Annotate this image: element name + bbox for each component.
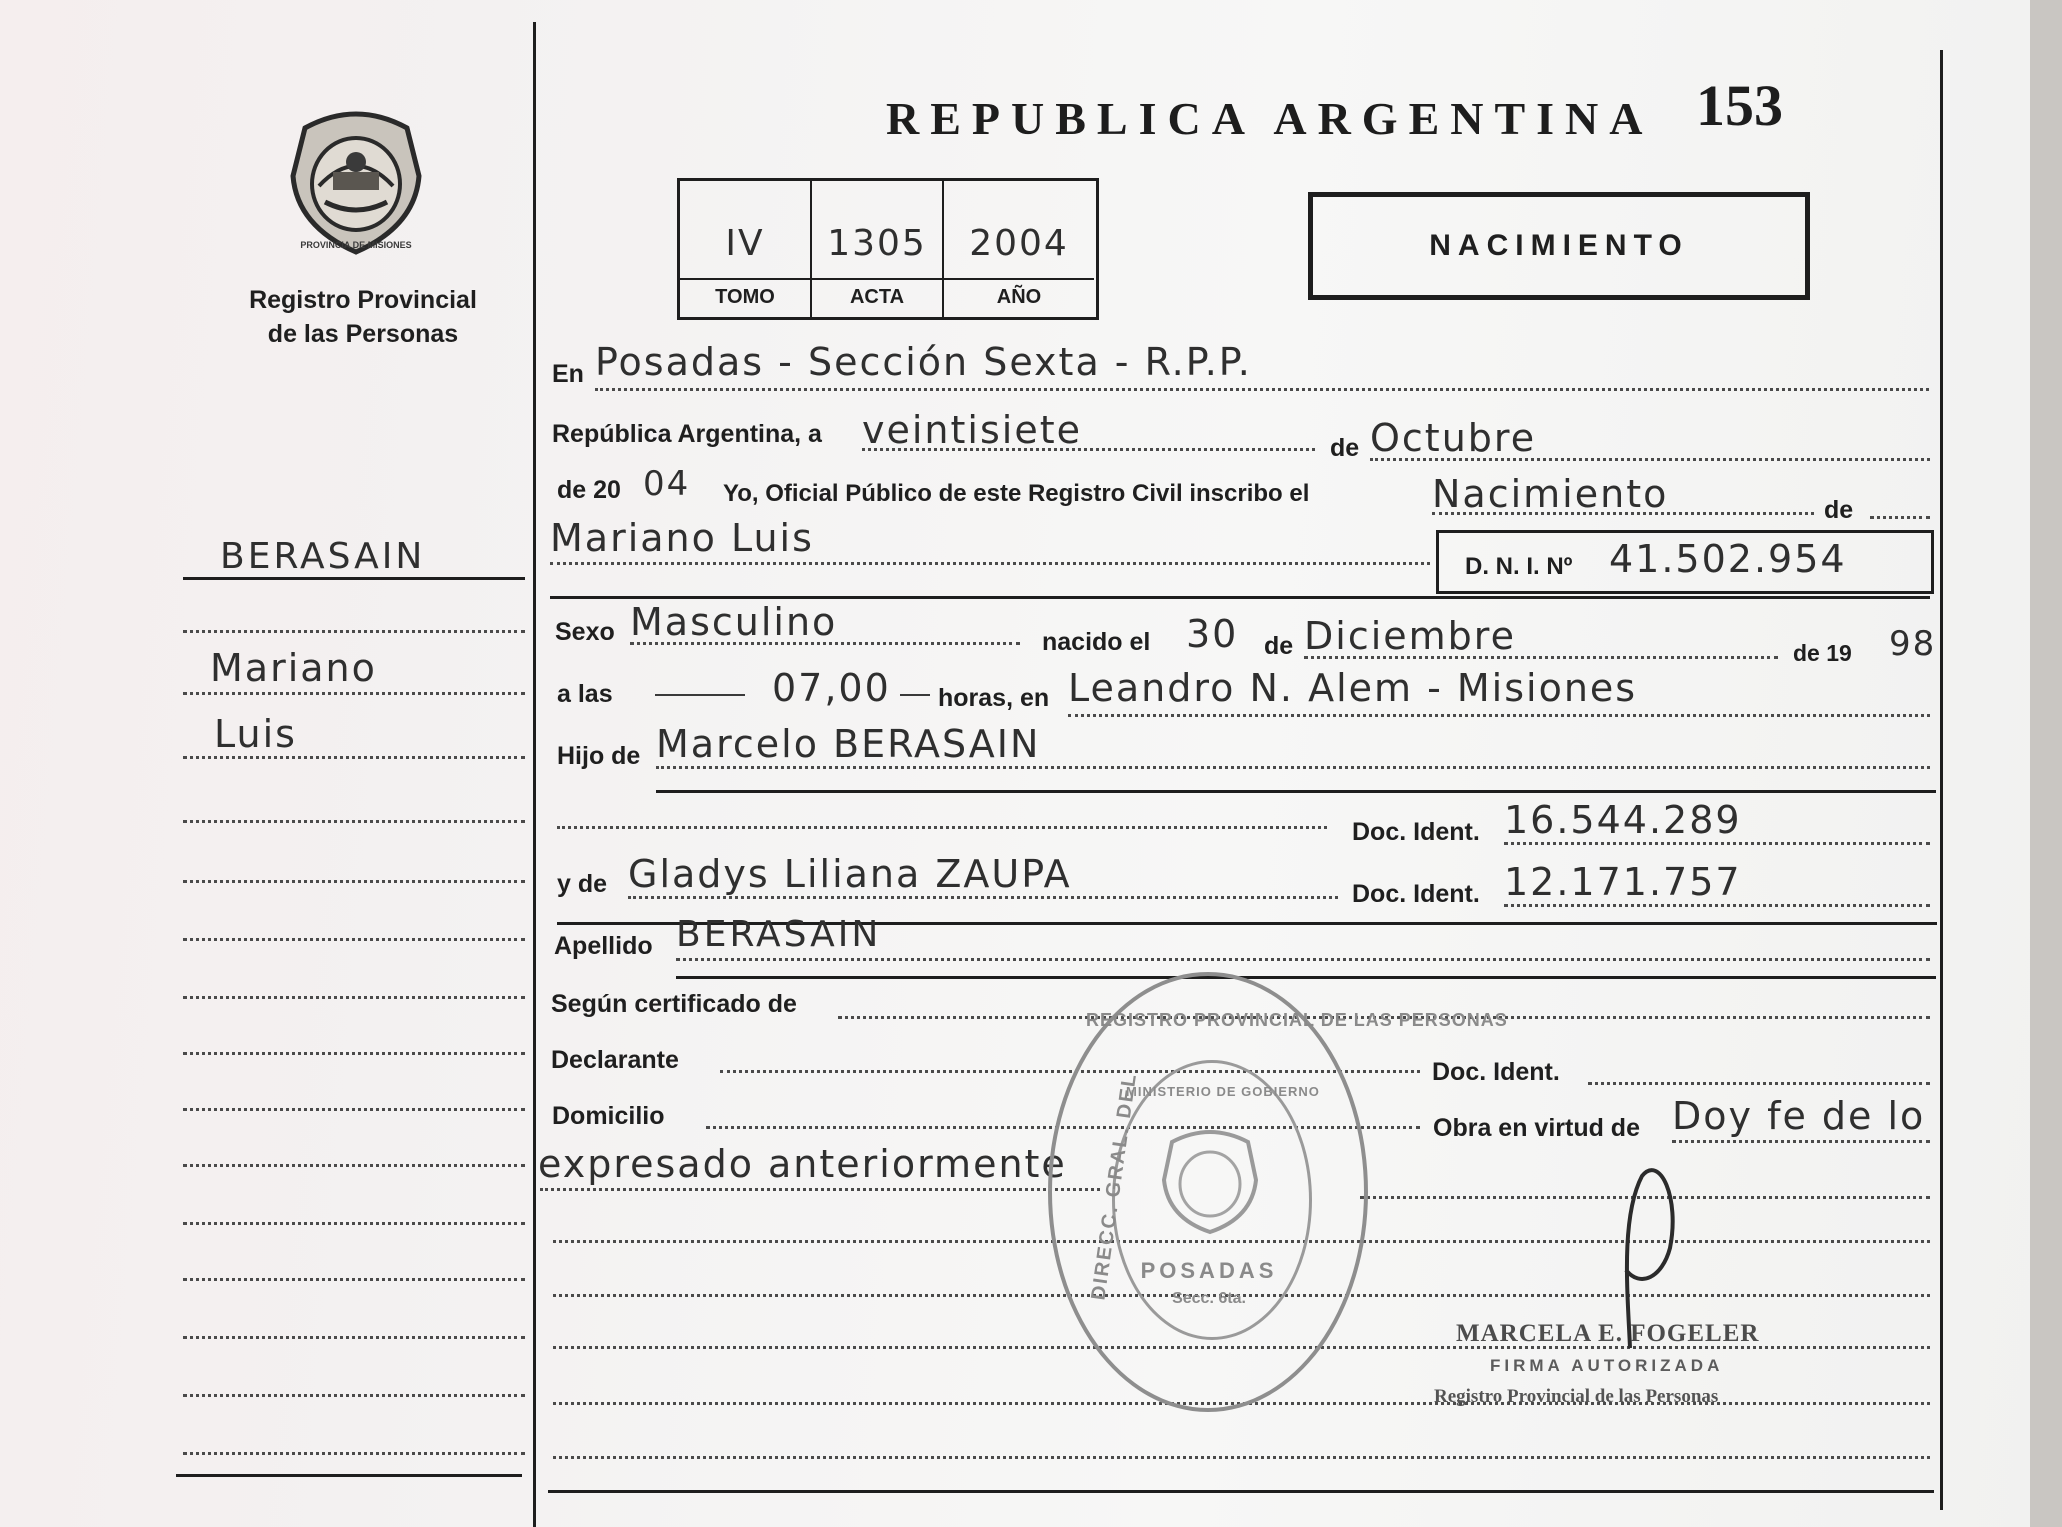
margin-line (183, 1108, 525, 1111)
section-rule (550, 596, 1930, 599)
certificate-type-box (1308, 192, 1810, 300)
value-anio: 04 (643, 464, 691, 504)
value-lugar-nac: Leandro N. Alem - Misiones (1068, 666, 1638, 710)
margin-line (183, 1278, 525, 1281)
margin-line (183, 1394, 525, 1397)
section-rule (676, 976, 1936, 979)
fill-line (862, 448, 1315, 451)
value-madre-doc: 12.171.757 (1504, 860, 1742, 904)
value-padre: Marcelo BERASAIN (656, 722, 1041, 766)
fill-line (676, 958, 1930, 961)
label-nacido: nacido el (1042, 628, 1151, 656)
margin-line (183, 1052, 525, 1055)
value-mes-nac: Diciembre (1304, 614, 1516, 658)
fill-line (630, 642, 1020, 645)
label-doc-ident-madre: Doc. Ident. (1352, 880, 1480, 908)
label-declarante: Declarante (551, 1046, 679, 1074)
value-dni: 41.502.954 (1609, 537, 1847, 581)
label-dni: D. N. I. Nº (1465, 553, 1573, 580)
value-anio-nac: 98 (1889, 624, 1937, 664)
fill-line (628, 896, 1338, 899)
fill-line (540, 1188, 1100, 1191)
margin-bottom-rule (176, 1474, 522, 1477)
label-republica: República Argentina, a (552, 420, 822, 448)
tomo-label: TOMO (680, 278, 810, 309)
label-apellido: Apellido (554, 932, 653, 960)
signature-office: Registro Provincial de las Personas (1434, 1386, 1719, 1407)
stamp-city: POSADAS (1140, 1258, 1278, 1283)
certificate-number: 153 (1696, 73, 1783, 138)
label-de-mes: de (1330, 434, 1360, 462)
institution-name-line1: Registro Provincial (249, 286, 477, 314)
margin-line (183, 880, 525, 883)
signature-name: MARCELA E. FOGELER (1456, 1320, 1760, 1347)
stamp-emblem-icon (1158, 1126, 1262, 1236)
fill-line (1370, 458, 1930, 461)
fill-line (553, 1456, 1930, 1459)
seal-emblem-text: PROVINCIA DE MISIONES (300, 240, 412, 250)
label-hijo: Hijo de (557, 742, 641, 770)
stamp-inner-text: MINISTERIO DE GOBIERNO (1126, 1084, 1320, 1099)
margin-line (183, 630, 525, 633)
label-en: En (552, 360, 584, 388)
record-box (677, 178, 1099, 320)
tomo-cell (680, 181, 812, 317)
value-padre-doc: 16.544.289 (1504, 798, 1742, 842)
fill-line (656, 766, 1930, 769)
fill-line (1870, 516, 1930, 519)
margin-line (183, 996, 525, 999)
margin-line (183, 820, 525, 823)
label-de-19: de 19 (1793, 640, 1852, 666)
section-rule (656, 790, 1936, 793)
label-obra: Obra en virtud de (1433, 1114, 1640, 1142)
value-dia-nac: 30 (1186, 612, 1239, 656)
fill-line (550, 562, 1430, 565)
dni-box (1436, 530, 1934, 594)
value-sexo: Masculino (630, 600, 838, 644)
fill-line (1504, 842, 1930, 845)
label-de-dia: de (1264, 632, 1294, 660)
label-doc-ident-padre: Doc. Ident. (1352, 818, 1480, 846)
margin-line (183, 756, 525, 759)
label-a-las: a las (557, 680, 613, 708)
ano-value: 2004 (969, 223, 1069, 264)
value-madre: Gladys Liliana ZAUPA (628, 852, 1072, 896)
value-dia-letras: veintisiete (862, 408, 1082, 452)
stamp-ring-top: REGISTRO PROVINCIAL DE LAS PERSONAS (1086, 1010, 1508, 1030)
fill-line (1672, 1140, 1930, 1143)
column-divider (533, 22, 536, 1527)
margin-line (183, 1222, 525, 1225)
fill-line (900, 694, 930, 696)
fill-line (595, 388, 1929, 391)
signature-role: FIRMA AUTORIZADA (1490, 1356, 1724, 1375)
margin-surname: BERASAIN (220, 536, 426, 577)
acta-cell (812, 181, 944, 317)
institution-name-line2: de las Personas (267, 320, 459, 348)
margin-line (183, 938, 525, 941)
margin-surname-rule (183, 577, 525, 580)
ano-cell (944, 181, 1094, 317)
label-sexo: Sexo (555, 618, 615, 646)
acta-value: 1305 (827, 223, 927, 264)
ano-label: AÑO (944, 278, 1094, 309)
value-nombre: Mariano Luis (550, 516, 814, 560)
coat-of-arms-icon (285, 106, 427, 256)
document-title: REPUBLICA ARGENTINA (886, 93, 1654, 144)
acta-label: ACTA (812, 278, 942, 309)
label-domicilio: Domicilio (552, 1102, 665, 1130)
value-obra-cont: expresado anteriormente (538, 1142, 1067, 1186)
margin-line (183, 1452, 525, 1455)
value-lugar: Posadas - Sección Sexta - R.P.P. (595, 340, 1252, 384)
fill-line (1304, 656, 1778, 659)
margin-line (183, 1336, 525, 1339)
margin-line (183, 1164, 525, 1167)
label-horas: horas, en (938, 684, 1050, 712)
fill-line (1504, 904, 1930, 907)
fill-line (1432, 512, 1814, 515)
margin-name2: Luis (214, 712, 297, 756)
label-segun: Según certificado de (551, 990, 797, 1018)
value-obra: Doy fe de lo (1672, 1094, 1926, 1138)
margin-name1: Mariano (210, 646, 377, 690)
label-y-de: y de (557, 870, 608, 898)
value-hora: 07,00 (772, 666, 891, 710)
label-de-20: de 20 (557, 476, 621, 504)
margin-line (183, 692, 525, 695)
label-yo: Yo, Oficial Público de este Registro Civil inscribo el (723, 480, 1310, 507)
value-mes: Octubre (1370, 416, 1537, 460)
bottom-rule (548, 1490, 1934, 1493)
value-acto: Nacimiento (1432, 472, 1669, 516)
stamp-sub: Secc. 6ta. (1172, 1290, 1246, 1307)
provincial-seal (285, 106, 427, 256)
right-border (1940, 50, 1943, 1510)
label-doc-ident-declarante: Doc. Ident. (1432, 1058, 1560, 1086)
fill-line (1068, 714, 1930, 717)
certificate-type: NACIMIENTO (1429, 229, 1689, 262)
tomo-value: IV (725, 223, 765, 264)
value-apellido: BERASAIN (676, 914, 882, 955)
fill-line (655, 694, 745, 696)
page-edge (2030, 0, 2062, 1527)
stamp-crest-icon (1158, 1126, 1262, 1236)
fill-line (1588, 1082, 1930, 1085)
stamp-ring-left: DIRECC. GRAL. DEL (1087, 1071, 1142, 1302)
fill-line (557, 826, 1327, 829)
label-de: de (1824, 496, 1854, 524)
